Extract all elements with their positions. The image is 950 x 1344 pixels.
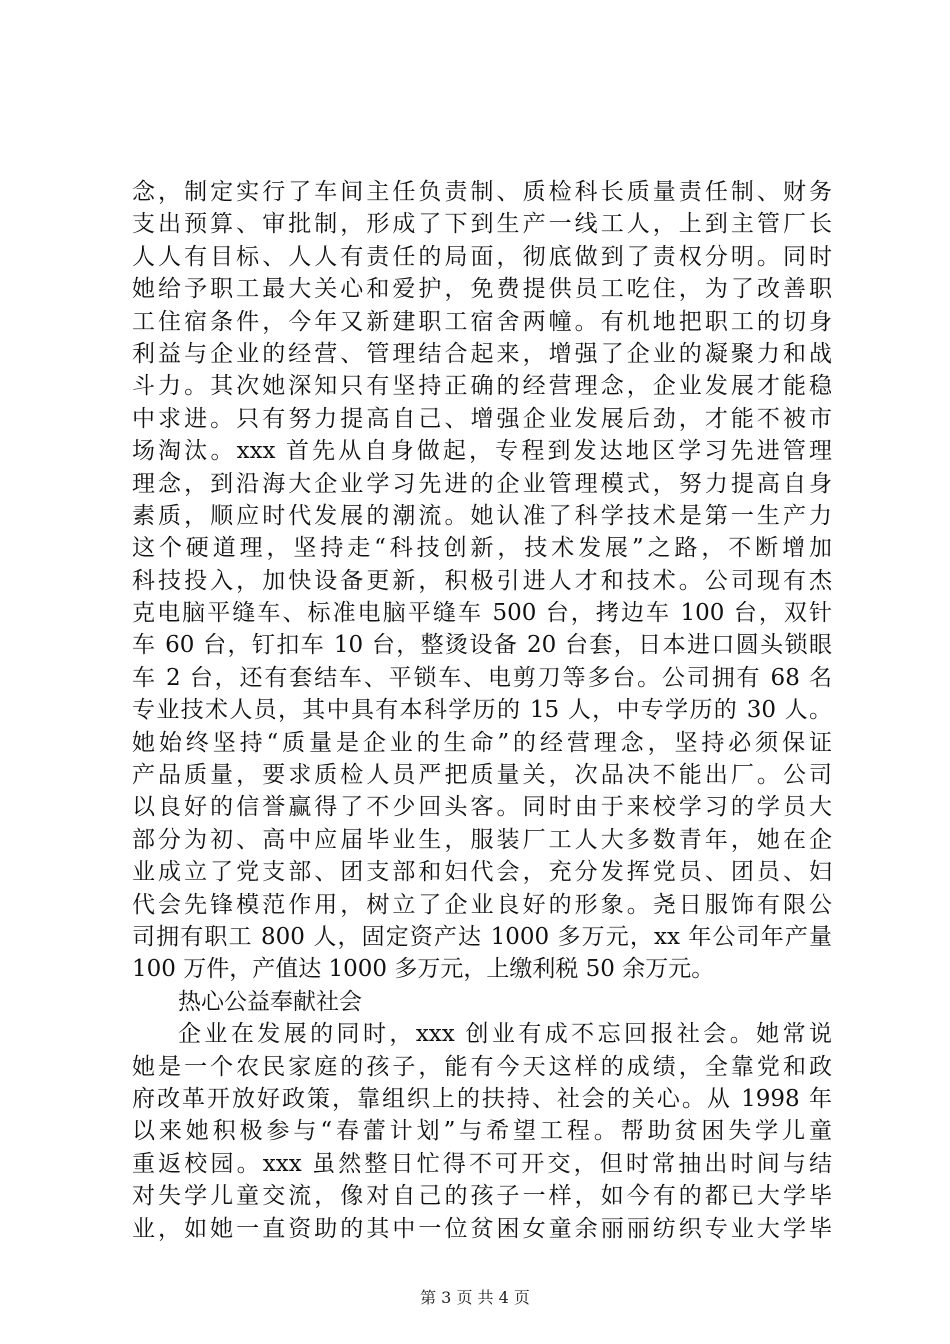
text-line: 100 万件，产值达 1000 多万元，上缴利税 50 余万元。: [132, 956, 715, 983]
text-line: 重返校园。xxx 虽然整日忙得不可开交，但时常抽出时间与结: [132, 1150, 832, 1177]
text-line: 车 60 台，钉扣车 10 台，整烫设备 20 台套，日本进口圆头锁眼: [132, 632, 832, 659]
text-line: 工住宿条件，今年又新建职工宿舍两幢。有机地把职工的切身: [132, 308, 832, 335]
text-line: 斗力。其次她深知只有坚持正确的经营理念，企业发展才能稳: [132, 373, 832, 400]
text-line: 部分为初、高中应届毕业生，服装厂工人大多数青年，她在企: [132, 826, 832, 853]
text-line: 车 2 台，还有套结车、平锁车、电剪刀等多台。公司拥有 68 名: [132, 664, 832, 691]
text-line: 利益与企业的经营、管理结合起来，增强了企业的凝聚力和战: [132, 340, 832, 367]
text-line: 她给予职工最大关心和爱护，免费提供员工吃住，为了改善职: [132, 276, 832, 303]
text-line: 企业在发展的同时，xxx 创业有成不忘回报社会。她常说: [178, 1021, 832, 1048]
text-line: 念，制定实行了车间主任负责制、质检科长质量责任制、财务: [132, 179, 832, 205]
text-line: 科技投入，加快设备更新，积极引进人才和技术。公司现有杰: [132, 567, 832, 594]
document-body: [132, 176, 832, 1245]
text-line: 她始终坚持“质量是企业的生命”的经营理念，坚持必须保证: [132, 729, 832, 756]
text-line: 人人有目标、人人有责任的局面，彻底做到了责权分明。同时: [132, 243, 832, 270]
page-number-footer: 第 3 页 共 4 页: [420, 1288, 530, 1307]
text-line: 府改革开放好政策，靠组织上的扶持、社会的关心。从 1998 年: [132, 1085, 832, 1112]
text-line: 理念，到沿海大企业学习先进的企业管理模式，努力提高自身: [132, 470, 832, 497]
text-line: 素质，顺应时代发展的潮流。她认准了科学技术是第一生产力: [132, 502, 832, 529]
text-line: 产品质量，要求质检人员严把质量关，次品决不能出厂。公司: [132, 762, 832, 789]
section-heading: 热心公益奉献社会: [178, 988, 362, 1015]
text-line: 司拥有职工 800 人，固定资产达 1000 多万元，xx 年公司年产量: [132, 923, 832, 950]
text-line: 以来她积极参与“春蕾计划”与希望工程。帮助贫困失学儿童: [132, 1118, 832, 1145]
text-line: 克电脑平缝车、标准电脑平缝车 500 台，拷边车 100 台，双针: [132, 600, 832, 627]
text-line: 以良好的信誉赢得了不少回头客。同时由于来校学习的学员大: [132, 794, 832, 821]
text-line: 支出预算、审批制，形成了下到生产一线工人，上到主管厂长: [132, 211, 832, 238]
text-line: 她是一个农民家庭的孩子，能有今天这样的成绩，全靠党和政: [132, 1053, 832, 1080]
text-line: 业，如她一直资助的其中一位贫困女童余丽丽纺织专业大学毕: [132, 1215, 832, 1242]
text-line: 中求进。只有努力提高自己、增强企业发展后劲，才能不被市: [132, 405, 832, 432]
text-line: 场淘汰。xxx 首先从自身做起，专程到发达地区学习先进管理: [132, 438, 832, 465]
text-line: 这个硬道理，坚持走“科技创新，技术发展”之路，不断增加: [132, 535, 832, 562]
text-line: 业成立了党支部、团支部和妇代会，充分发挥党员、团员、妇: [132, 859, 832, 886]
text-line: 代会先锋模范作用，树立了企业良好的形象。尧日服饰有限公: [132, 891, 832, 918]
text-line: 专业技术人员，其中具有本科学历的 15 人，中专学历的 30 人。: [132, 697, 832, 724]
text-line: 对失学儿童交流，像对自己的孩子一样，如今有的都已大学毕: [132, 1183, 832, 1210]
